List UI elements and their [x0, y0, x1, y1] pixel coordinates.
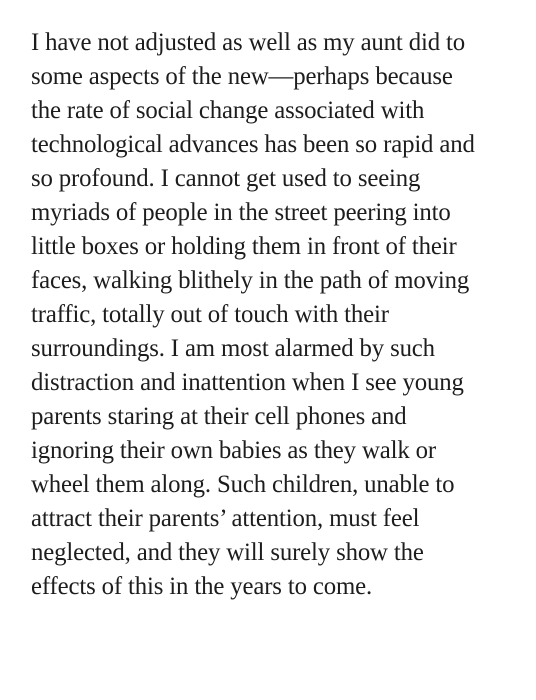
paragraph-line: little boxes or holding them in front of their	[31, 233, 457, 260]
paragraph-line: the rate of social change associated with	[31, 97, 425, 124]
paragraph-line: wheel them along. Such children, unable to	[31, 471, 455, 498]
paragraph-line: faces, walking blithely in the path of moving	[31, 267, 470, 294]
paragraph-line: ignoring their own babies as they walk or	[31, 437, 436, 464]
paragraph-line: some aspects of the new—perhaps because	[31, 63, 453, 90]
paragraph-line: surroundings. I am most alarmed by such	[31, 335, 435, 362]
paragraph-line: technological advances has been so rapid and	[31, 131, 475, 158]
paragraph-line: myriads of people in the street peering into	[31, 199, 451, 226]
paragraph-line: so profound. I cannot get used to seeing	[31, 165, 421, 192]
paragraph-line: parents staring at their cell phones and	[31, 403, 407, 430]
paragraph-line: I have not adjusted as well as my aunt did to	[31, 29, 465, 56]
paragraph-line: neglected, and they will surely show the	[31, 539, 424, 566]
paragraph-line: distraction and inattention when I see young	[31, 369, 464, 396]
paragraph-line: effects of this in the years to come.	[31, 573, 373, 600]
paragraph-line: attract their parents’ attention, must feel	[31, 505, 420, 532]
paragraph-line: traffic, totally out of touch with their	[31, 301, 389, 328]
body-paragraph	[31, 26, 531, 604]
